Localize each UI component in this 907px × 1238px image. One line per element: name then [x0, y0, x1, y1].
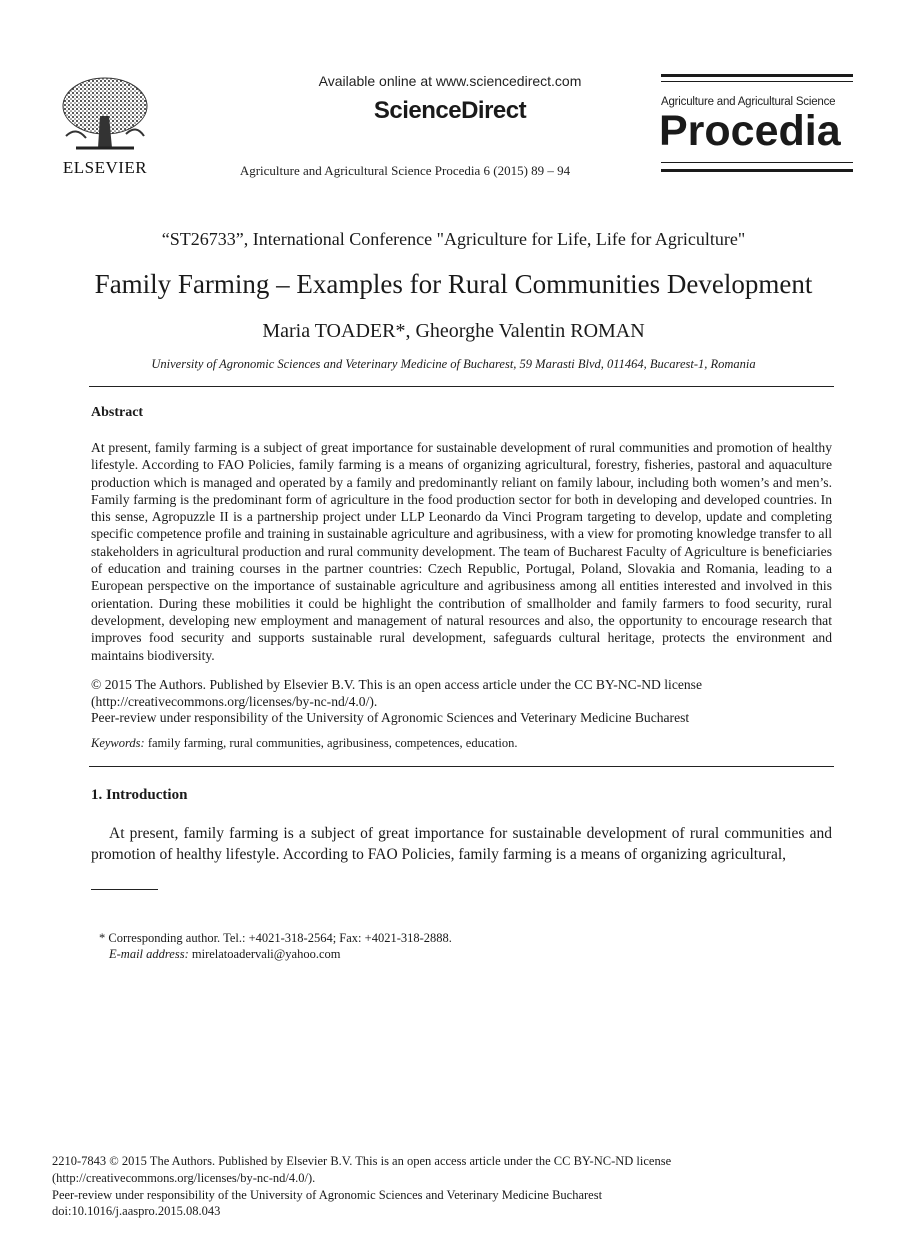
footnote-divider: [91, 889, 158, 890]
journal-citation: Agriculture and Agricultural Science Procedia 6 (2015) 89 – 94: [239, 163, 571, 178]
logo-rule-bottom: [661, 169, 853, 172]
footnote: [99, 930, 799, 962]
paper-title: Family Farming – Examples for Rural Communities Development: [94, 269, 813, 299]
email-line: [99, 946, 799, 962]
journal-brand: Procedia: [659, 107, 841, 155]
email-address[interactable]: mirelatoadervali@yahoo.com: [188, 947, 341, 961]
journal-logo: [661, 74, 853, 175]
available-online-text: Available online at www.sciencedirect.com: [318, 73, 582, 89]
license-link-bottom[interactable]: (http://creativecommons.org/licenses/by-nc-nd/4.0/).: [52, 1170, 316, 1185]
tree-icon: [56, 76, 154, 156]
section-heading-introduction: 1. Introduction: [91, 787, 188, 803]
abstract-text: At present, family farming is a subject of great importance for sustainable development of rural communities and promotion of healthy lifestyle. According to FAO Policies, family farming is a means of organizing agricultural, forestry, fisheries, pastoral and aquaculture production which is managed and operated by a family and predominantly reliant on family labour, including both women’s and men’s. Family farming is the predominant form of agriculture in the food production sector for both in developing and developed countries. In this sense, Agropuzzle II is a partnership project under LLP Leonardo da Vinci Program targeting to develop, update and completing specific competence profile and training in sustainable agriculture and agribusiness, with a view for promoting knowledge transfer to all stakeholders in agricultural production and rural community development. The team of Bucharest Faculty of Agriculture is beneficiaries of education and training courses in the partner countries: Czech Republic, Portugal, Poland, Slovakia and Romania, leading to a European perspective on the importance of sustainable agriculture and agribusiness among all entities interested and involved in this orientation. During these mobilities it could be highlight the contribution of smallholder and family farmers to food security, rural development, developing new employment and management of natural resources and also, the opportunity to encourage research that improves food security and supports sustainable rural development, safeguards cultural heritage, protects the environment and maintains biodiversity.: [91, 440, 833, 663]
abstract-heading: Abstract: [91, 405, 144, 420]
introduction-text: At present, family farming is a subject of great importance for sustainable development of rural communities and promotion of healthy lifestyle. According to FAO Policies, family farming is a means of organizing agricultural,: [91, 825, 832, 863]
copyright-line: © 2015 The Authors. Published by Elsevier B.V. This is an open access article under the CC BY-NC-ND license: [91, 677, 703, 692]
email-label: E-mail address:: [109, 947, 189, 961]
peer-review-bottom: Peer-review under responsibility of the University of Agronomic Sciences and Veterinary Medicine Bucharest: [52, 1187, 603, 1202]
authors: Maria TOADER*, Gheorghe Valentin ROMAN: [262, 320, 645, 342]
elsevier-logo: [56, 76, 154, 176]
affiliation: University of Agronomic Sciences and Veterinary Medicine of Bucharest, 59 Marasti Blvd, 011464, Bucarest-1, Romania: [151, 357, 756, 371]
keywords-label: Keywords:: [91, 736, 145, 750]
keywords: [91, 736, 832, 751]
copyright-block: [91, 677, 832, 727]
corresponding-author: * Corresponding author. Tel.: +4021-318-2564; Fax: +4021-318-2888.: [99, 931, 452, 945]
divider-bottom: [89, 766, 834, 767]
peer-review-note: Peer-review under responsibility of the University of Agronomic Sciences and Veterinary Medicine Bucharest: [91, 710, 690, 725]
license-link[interactable]: (http://creativecommons.org/licenses/by-nc-nd/4.0/).: [91, 693, 378, 709]
elsevier-wordmark: ELSEVIER: [62, 158, 148, 177]
publication-info: [52, 1153, 852, 1220]
sciencedirect-logo: ScienceDirect: [373, 97, 527, 124]
conference-name: “ST26733”, International Conference "Agriculture for Life, Life for Agriculture": [161, 229, 746, 249]
journal-subtitle: Agriculture and Agricultural Science: [661, 96, 836, 108]
logo-rule-bottom-thin: [661, 162, 853, 163]
logo-rule-top-thin: [661, 81, 853, 82]
issn-copyright: 2210-7843 © 2015 The Authors. Published by Elsevier B.V. This is an open access article under the CC BY-NC-ND license: [52, 1154, 672, 1168]
doi[interactable]: doi:10.1016/j.aaspro.2015.08.043: [52, 1204, 221, 1219]
keywords-list: family farming, rural communities, agribusiness, competences, education.: [144, 736, 518, 750]
divider-top: [89, 386, 834, 387]
logo-rule-top: [661, 74, 853, 77]
